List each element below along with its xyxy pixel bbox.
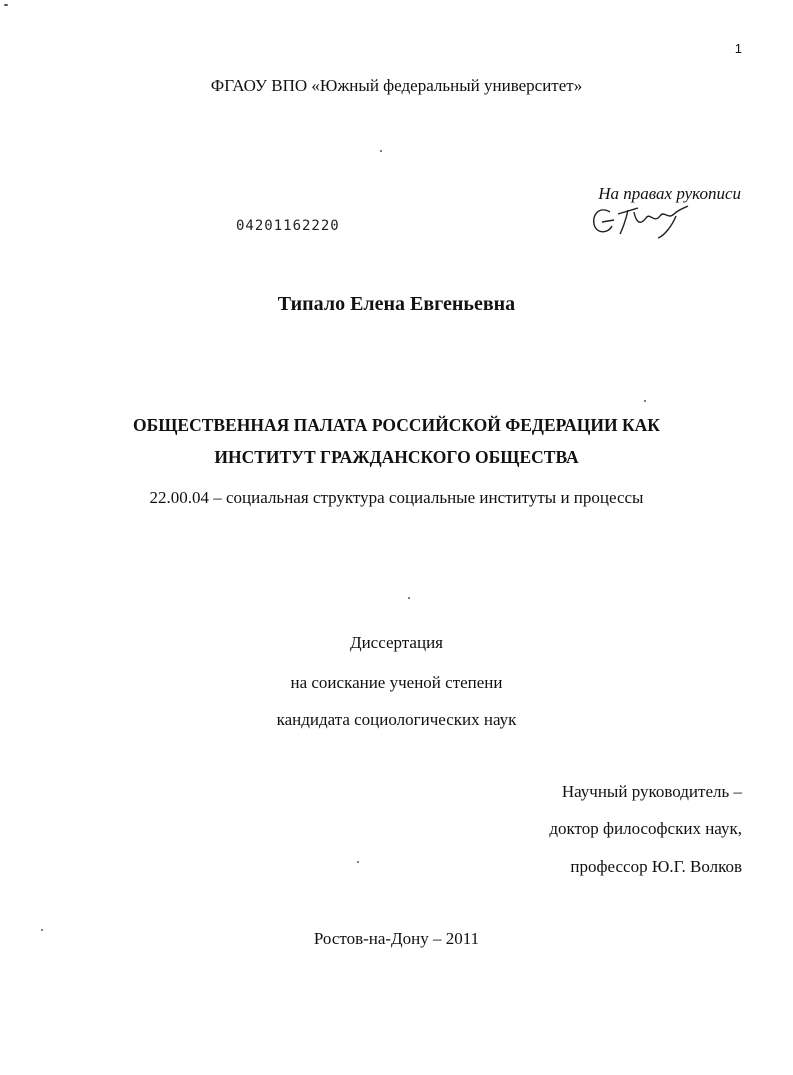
degree-line-2: кандидата социологических наук bbox=[276, 710, 517, 729]
scan-speck bbox=[380, 150, 382, 152]
specialty-code: 22.00.04 – социальная структура социальные институты и процессы bbox=[149, 488, 644, 507]
author-name: Типало Елена Евгеньевна bbox=[277, 293, 516, 315]
document-type: Диссертация bbox=[349, 633, 443, 652]
degree-line-1: на соискание ученой степени bbox=[290, 673, 503, 692]
registration-number: 04201162220 bbox=[236, 218, 340, 234]
scan-speck bbox=[4, 4, 8, 6]
handwritten-signature bbox=[588, 200, 708, 240]
scan-speck bbox=[41, 929, 43, 931]
place-and-year: Ростов-на-Дону – 2011 bbox=[313, 929, 480, 948]
institution-name: ФГАОУ ВПО «Южный федеральный университет» bbox=[210, 76, 583, 95]
page-number: 1 bbox=[734, 41, 742, 56]
scan-speck bbox=[408, 597, 410, 599]
supervisor-degree: доктор философских наук, bbox=[549, 819, 742, 838]
supervisor-name: профессор Ю.Г. Волков bbox=[570, 857, 742, 876]
supervisor-label: Научный руководитель – bbox=[561, 782, 742, 801]
title-line-1: ОБЩЕСТВЕННАЯ ПАЛАТА РОССИЙСКОЙ ФЕДЕРАЦИИ КАК bbox=[133, 415, 660, 435]
manuscript-note: На правах рукописи bbox=[598, 184, 741, 203]
scan-speck bbox=[357, 861, 359, 863]
scan-speck bbox=[644, 400, 646, 402]
dissertation-title bbox=[0, 409, 793, 473]
title-line-2: ИНСТИТУТ ГРАЖДАНСКОГО ОБЩЕСТВА bbox=[214, 447, 579, 467]
